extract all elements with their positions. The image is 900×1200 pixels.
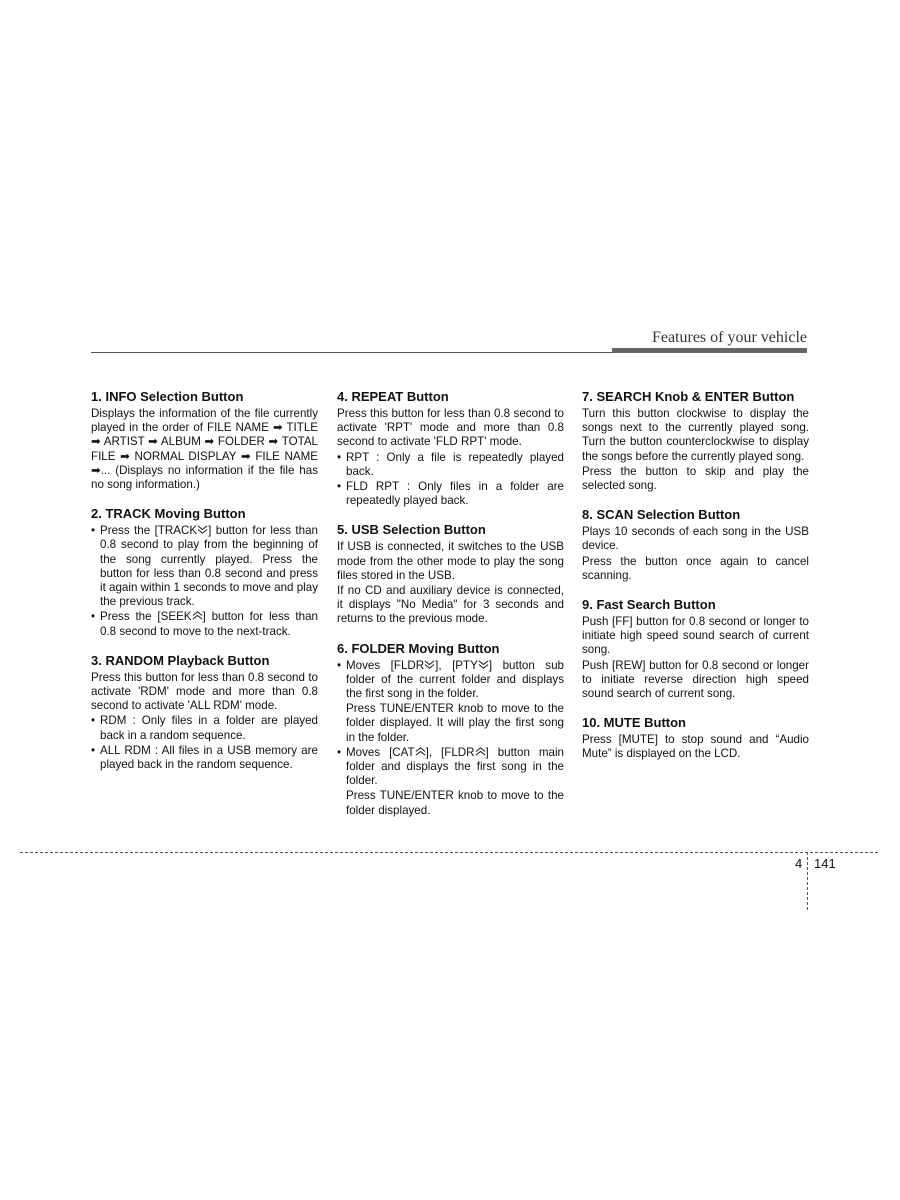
section-search-knob <box>582 389 809 493</box>
section-text: Turn this button clockwise to display the songs next to the currently played song. Turn the button counterclockwise to display the songs before the currently played song. <box>582 407 809 463</box>
section-title: 6. FOLDER Moving Button <box>337 640 500 656</box>
double-chevron-down-icon <box>424 659 435 670</box>
section-text: Plays 10 seconds of each song in the USB device. <box>582 525 809 553</box>
footer-page-divider <box>807 852 808 910</box>
header-rule-accent <box>612 348 807 353</box>
bullet-text: Moves [FLDR <box>346 658 425 672</box>
bullet-text: Moves [CAT <box>346 745 415 759</box>
section-title: 10. MUTE Button <box>582 715 686 731</box>
section-text: If no CD and auxiliary device is connected, it displays "No Media" for 3 seconds and returns to the previous mode. <box>337 584 564 626</box>
section-title: 7. SEARCH Knob & ENTER Button <box>582 389 795 404</box>
sub-text: Press TUNE/ENTER knob to move to the folder displayed. <box>346 789 564 817</box>
bullet-text: Press the [SEEK <box>100 610 192 624</box>
bullet-text: ] button for less than 0.8 second to move to the next-track. <box>100 610 318 638</box>
bullet-text: ], [PTY <box>435 658 478 672</box>
section-title: 5. USB Selection Button <box>337 522 486 538</box>
section-title: 2. TRACK Moving Button <box>91 506 246 522</box>
bullet-item: • RPT : Only a file is repeatedly played back. <box>337 451 564 479</box>
bullet-item <box>91 610 318 638</box>
section-text: If USB is connected, it switches to the USB mode from the other mode to play the song files stored in the USB. <box>337 540 564 582</box>
section-repeat-button <box>337 389 564 508</box>
section-fast-search <box>582 597 809 701</box>
bullet-text: ], [FLDR <box>425 745 475 759</box>
chapter-number: 4 <box>795 856 803 871</box>
section-text: Press this button for less than 0.8 second to activate 'RPT' mode and more than 0.8 second to activate 'FLD RPT' mode. <box>337 407 564 449</box>
double-chevron-down-icon <box>197 524 208 535</box>
bullet-text: ] button main folder and displays the first song in the folder. <box>346 745 564 788</box>
section-title: 9. Fast Search Button <box>582 597 716 613</box>
column-left <box>91 389 318 786</box>
section-scan-button <box>582 507 809 583</box>
page-header-title: Features of your vehicle <box>651 329 807 346</box>
section-usb-button <box>337 522 564 626</box>
section-random-button <box>91 653 318 772</box>
section-text: Press the button once again to cancel scanning. <box>582 554 809 582</box>
page-number: 141 <box>814 856 836 871</box>
footer-divider <box>20 852 878 853</box>
column-right <box>582 389 809 776</box>
section-text: Press the button to skip and play the selected song. <box>582 464 809 493</box>
double-chevron-down-icon <box>478 659 489 670</box>
bullet-text: ] button for less than 0.8 second to play from the beginning of the song currently played. Press the button for less than 0.8 second and press it again within 1 seconds to move and play the previous track. <box>100 524 318 609</box>
double-chevron-up-icon <box>475 746 486 757</box>
section-text: Press this button for less than 0.8 second to activate 'RDM' mode and more than 0.8 second to activate 'ALL RDM' mode. <box>91 670 318 713</box>
section-mute-button <box>582 715 809 761</box>
bullet-item: • RDM : Only files in a folder are played back in a random sequence. <box>91 714 318 742</box>
section-title: 4. REPEAT Button <box>337 389 449 404</box>
bullet-item <box>91 524 318 609</box>
bullet-item: • ALL RDM : All files in a USB memory are played back in the random sequence. <box>91 744 318 772</box>
section-track-button <box>91 506 318 639</box>
section-text: Displays the information of the file currently played in the order of FILE NAME ➡ TITLE ➡ ARTIST ➡ ALBUM ➡ FOLDER ➡ TOTAL FILE ➡ NORMAL DISPLAY ➡ FILE NAME ➡... (Displays no information if the file has no song information.) <box>91 407 318 492</box>
column-middle <box>337 389 564 832</box>
bullet-text: ] button sub folder of the current folder and displays the first song in the folder. <box>346 658 564 701</box>
section-title: 1. INFO Selection Button <box>91 389 244 404</box>
section-title: 8. SCAN Selection Button <box>582 507 741 523</box>
section-text: Push [REW] button for 0.8 second or longer to initiate reverse direction high speed sound search of current song. <box>582 658 809 701</box>
sub-text: Press TUNE/ENTER knob to move to the folder displayed. It will play the first song in the folder. <box>346 702 564 744</box>
section-folder-button <box>337 641 564 818</box>
bullet-item <box>337 659 564 702</box>
bullet-item: • FLD RPT : Only files in a folder are repeatedly played back. <box>337 480 564 508</box>
section-text: Push [FF] button for 0.8 second or longer to initiate high speed sound search of current song. <box>582 615 809 657</box>
section-title: 3. RANDOM Playback Button <box>91 652 270 668</box>
bullet-item <box>337 746 564 789</box>
bullet-text: Press the [TRACK <box>100 524 198 538</box>
section-text: Press [MUTE] to stop sound and “Audio Mute” is displayed on the LCD. <box>582 733 809 761</box>
double-chevron-up-icon <box>192 610 203 621</box>
section-info-button <box>91 389 318 492</box>
double-chevron-up-icon <box>415 746 426 757</box>
